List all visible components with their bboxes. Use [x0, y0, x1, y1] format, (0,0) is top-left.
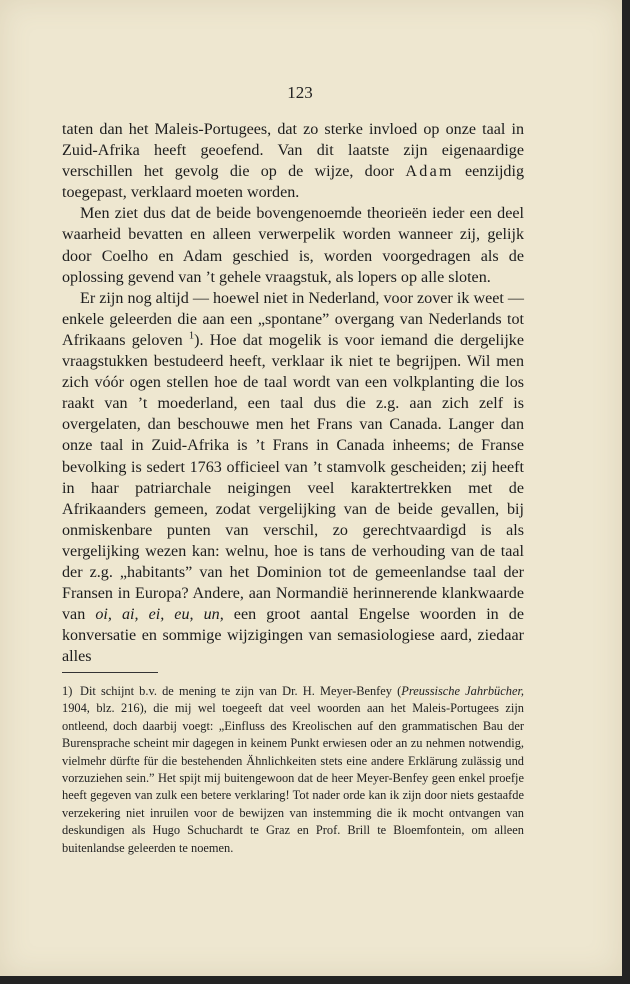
page-number: 123: [287, 83, 313, 102]
main-text: [62, 119, 524, 667]
text-run: taten dan het Maleis-Portugees, dat zo sterke invloed op onze taal in Zuid-Afrika heeft geoefend. Van dit laatste zijn eigenaardige verschillen het gevolg die op de wijze, door: [62, 121, 524, 181]
italic-vowels: oi, ai, ei, eu, un,: [95, 606, 224, 624]
footnote-reference: 1: [188, 330, 195, 342]
text-run: Men ziet dus dat de beide bovengenoemde theorieën ieder een deel waarheid bevatten en alleen verwerpelik worden wanneer zij, gelijk door Coelho en Adam geschied is, worden voorgedragen als de oplossing gevend van ’t gehele vraagstuk, als lopers op alle sloten.: [62, 205, 524, 286]
emphasized-name-adam: Adam: [405, 163, 454, 181]
footnote-marker: 1): [62, 684, 73, 698]
footnote-divider: [62, 672, 158, 673]
text-run: eenzijdig toegepast, verklaard moeten worden.: [62, 163, 525, 202]
paragraph-3: [62, 288, 524, 668]
journal-title: Preussische Jahrbücher,: [401, 684, 524, 698]
footnote: [62, 683, 524, 857]
paragraph-1: [62, 119, 524, 203]
footnote-text: Dit schijnt b.v. de mening te zijn van Dr. H. Meyer-Benfey (: [80, 684, 402, 698]
paragraph-2: [62, 203, 524, 287]
text-run: ). Hoe dat mogelik is voor iemand die dergelijke vraagstukken bestudeerd heeft, verklaar ik niet te begrijpen. Wil men zich vóór ogen stellen hoe de taal wordt van een volkplanting die los raakt van ’t moederland, een taal dus die z.g. aan zich zelf is overgelaten, dan beschouwe men het Frans van Canada. Langer dan onze taal in Zuid-Afrika is ’t Frans in Canada inheems; de Franse bevolking is sedert 1763 officieel van ’t stamvolk gescheiden; zij heeft in haar patriarchale neigingen veel karaktertrekken met de Afrikaanders gemeen, zodat vergelijking van de beide gevallen, bij onmiskenbare punten van verschil, zo gerechtvaardigd is als vergelijking wezen kan: welnu, hoe is tans de verhouding van de taal der z.g. „habitants” van het Dominion tot de gemeenlandse taal der Fransen in Europa? Andere, aan Normandië herinnerende klankwaarde van: [62, 331, 524, 624]
text-run: Er zijn nog altijd — hoewel niet in Nederland, voor zover ik weet — enkele geleerden die aan een „spontane” overgang van Nederlands tot Afrikaans geloven: [62, 289, 524, 349]
text-run: een groot aantal Engelse woorden in de konversatie en sommige wijzigingen van semasiologiese aard, ziedaar alles: [62, 606, 524, 666]
footnote-text: 1904, blz. 216), die mij wel toegeeft dat veel woorden aan het Maleis-Portugees zijn ontleend, doch daarbij voegt: „Einfluss des Kreolischen auf den grammatischen Bau der Burensprache scheint mir dagegen in keinem Punkt erwiesen oder an zu nehmen notwendig, vielmehr dürfte für die bestehenden Ähnlichkeiten stets eine andere Erklärung zulässig und vorzuziehen sein.” Het spijt mij buitengewoon dat de heer Meyer-Benfey geen enkel proefje heeft gegeven van zulk een betere verklaring! Tot nader orde kan ik zijn door niets gestaafde verzekering niet inruilen voor de bewijzen van instemming die ik mocht ontvangen van deskundigen als Hugo Schuchardt te Graz en Prof. Brill te Bloemfontein, om alleen buitenlandse geleerden te noemen.: [62, 701, 524, 855]
